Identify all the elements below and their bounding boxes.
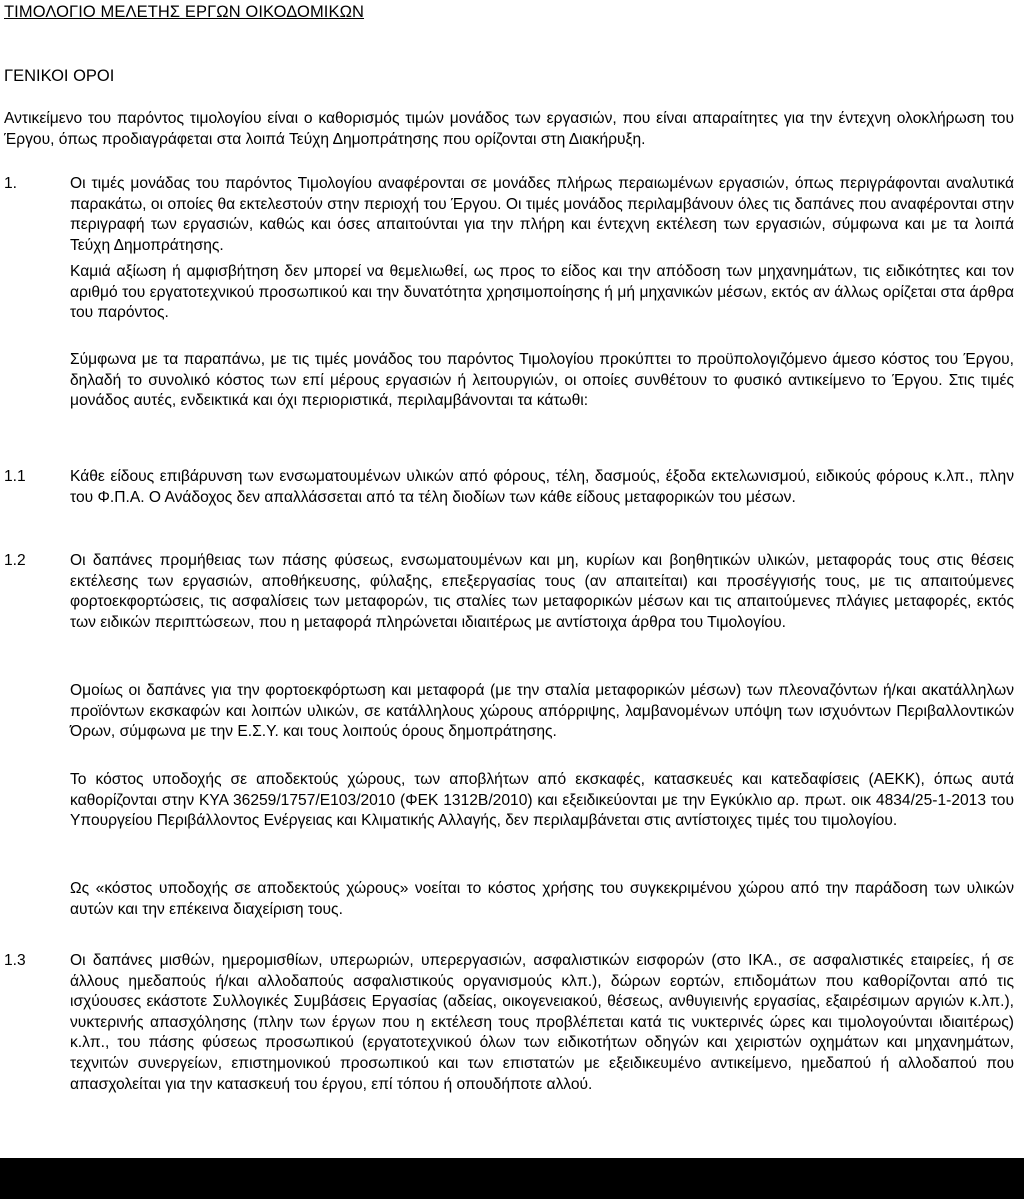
section-heading: ΓΕΝΙΚΟΙ ΟΡΟΙ (4, 67, 115, 85)
item-number: 1.2 (4, 552, 26, 569)
item-paragraph: Κάθε είδους επιβάρυνση των ενσωματουμένων υλικών από φόρους, τέλη, δασμούς, έξοδα εκτελωνισμού, ειδικούς φόρους κ.λπ., πλην του Φ.Π.Α. Ο Ανάδοχος δεν απαλλάσσεται από τα τέλη διοδίων των κάθε είδους μεταφορικών του μέσων. (70, 468, 1014, 506)
page-bottom-border (0, 1158, 1024, 1199)
item-paragraph: Οι δαπάνες μισθών, ημερομισθίων, υπερωριών, υπερεργασιών, ασφαλιστικών εισφορών (στο ΙΚΑ., σε ασφαλιστικές εταιρείες, ή σε άλλους ημεδαπούς ή/και αλλοδαπούς ασφαλιστικούς οργανισμούς κλπ.), δώρων εορτών, επιδομάτων που καθορίζονται από τις ισχύουσες εκάστοτε Συλλογικές Συμβάσεις Εργασίας (αδείας, οικογενειακού, θέσεως, ανθυγιεινής εργασίας, εξαιρέσιμων αργιών κ.λπ.), νυκτερινής απασχόλησης (πλην των έργων που η εκτέλεση τους προβλέπεται κατά τις νυκτερινές ώρες και τιμολογούνται ιδιαιτέρως) κ.λπ., του πάσης φύσεως προσωπικού (εργατοτεχνικού όλων των ειδικοτήτων οδηγών και χειριστών οχημάτων και μηχανημάτων, τεχνιτών συνεργείων, επιστημονικού προσωπικού και των επιστατών με εξειδικευμένο αντικείμενο, ημεδαπού ή αλλοδαπού που απασχολείται για την κατασκευή του έργου, επί τόπου ή οπουδήποτε αλλού. (70, 952, 1014, 1093)
item-paragraph: Ως «κόστος υποδοχής σε αποδεκτούς χώρους» νοείται το κόστος χρήσης του συγκεκριμένου χώρου από την παράδοση των υλικών αυτών και την επέκεινα διαχείριση τους. (70, 880, 1014, 918)
document-title: ΤΙΜΟΛΟΓΙΟ ΜΕΛΕΤΗΣ ΕΡΓΩΝ ΟΙΚΟΔΟΜΙΚΩΝ (4, 3, 365, 21)
item-number: 1. (4, 175, 18, 192)
item-paragraph: Σύμφωνα με τα παραπάνω, με τις τιμές μονάδος του παρόντος Τιμολογίου προκύπτει το προϋπολογιζόμενο άμεσο κόστος του Έργου, δηλαδή το συνολικό κόστος των επί μέρους εργασιών ή λειτουργιών, οι οποίες συνθέτουν το φυσικό αντικείμενο το Έργου. Στις τιμές μονάδος αυτές, ενδεικτικά και όχι περιοριστικά, περιλαμβάνονται τα κάτωθι: (70, 351, 1014, 410)
item-paragraph: Καμιά αξίωση ή αμφισβήτηση δεν μπορεί να θεμελιωθεί, ως προς το είδος και την απόδοση των μηχανημάτων, τις ειδικότητες και τον αριθμό του εργατοτεχνικού προσωπικού και την δυνατότητα χρησιμοποίησης ή μή μηχανικών μέσων, εκτός αν άλλως ορίζεται στα άρθρα του παρόντος. (70, 263, 1014, 322)
intro-paragraph: Αντικείμενο του παρόντος τιμολογίου είναι ο καθορισμός τιμών μονάδος των εργασιών, που είναι απαραίτητες για την έντεχνη ολοκλήρωση του Έργου, όπως προδιαγράφεται στα λοιπά Τεύχη Δημοπράτησης που ορίζονται στη Διακήρυξη. (4, 110, 1014, 148)
item-paragraph: Ομοίως οι δαπάνες για την φορτοεκφόρτωση και μεταφορά (με την σταλία μεταφορικών μέσων) των πλεοναζόντων ή/και ακατάλληλων προϊόντων εκσκαφών και λοιπών υλικών, σε κατάλληλους χώρους απόρριψης, λαμβανομένων υπόψη των ισχυόντων Περιβαλλοντικών Όρων, σύμφωνα με την Ε.Σ.Υ. και τους λοιπούς όρους δημοπράτησης. (70, 682, 1014, 741)
item-paragraph: Το κόστος υποδοχής σε αποδεκτούς χώρους, των αποβλήτων από εκσκαφές, κατασκευές και κατεδαφίσεις (ΑΕΚΚ), όπως αυτά καθορίζονται στην ΚΥΑ 36259/1757/Ε103/2010 (ΦΕΚ 1312Β/2010) και εξειδικεύονται με την Εγκύκλιο αρ. πρωτ. οικ 4834/25-1-2013 του Υπουργείου Περιβάλλοντος Ενέργειας και Κλιματικής Αλλαγής, δεν περιλαμβάνεται στις αντίστοιχες τιμές του τιμολογίου. (70, 771, 1014, 830)
item-paragraph: Οι τιμές μονάδας του παρόντος Τιμολογίου αναφέρονται σε μονάδες πλήρως περαιωμένων εργασιών, όπως περιγράφονται αναλυτικά παρακάτω, οι οποίες θα εκτελεστούν στην περιοχή του Έργου. Οι τιμές μονάδος περιλαμβάνουν όλες τις δαπάνες που αναφέρονται στην περιγραφή των εργασιών, καθώς και όσες απαιτούνται για την πλήρη και έντεχνη εκτέλεση των εργασιών, σύμφωνα και με τα λοιπά Τεύχη Δημοπράτησης. (70, 175, 1014, 254)
item-number: 1.1 (4, 468, 26, 485)
item-paragraph: Οι δαπάνες προμήθειας των πάσης φύσεως, ενσωματουμένων και μη, κυρίων και βοηθητικών υλικών, μεταφοράς τους στις θέσεις εκτέλεσης των εργασιών, αποθήκευσης, φύλαξης, επεξεργασίας τους (αν απαιτείται) και προσέγγισής τους, με τις απαιτούμενες φορτοεκφορτώσεις, τις ασφαλίσεις των μεταφορών, τις σταλίες των μεταφορικών μέσων και τις απαιτούμενες πλάγιες μεταφορές, εκτός των ειδικών περιπτώσεων, που η μεταφορά πληρώνεται ιδιαιτέρως με αντίστοιχα άρθρα του Τιμολογίου. (70, 552, 1014, 631)
item-number: 1.3 (4, 952, 26, 969)
